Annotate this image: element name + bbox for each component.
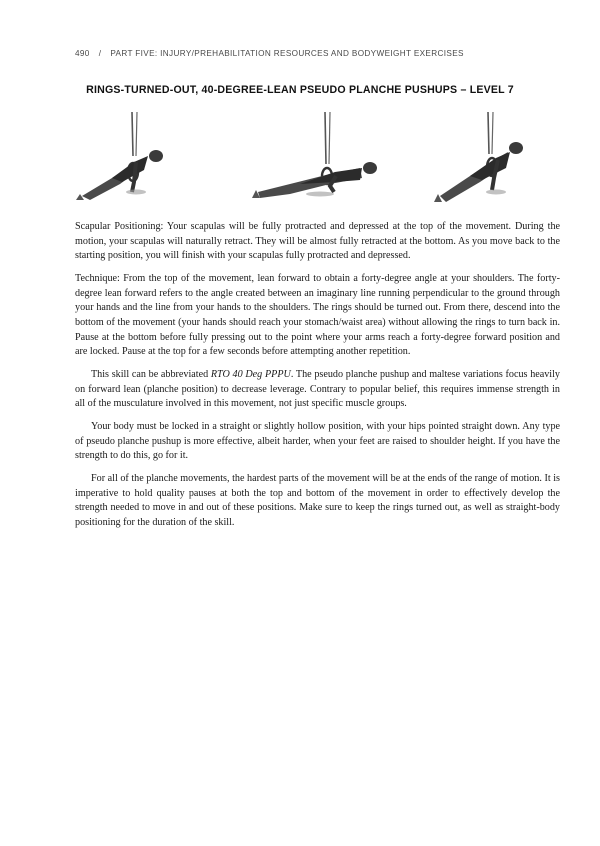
page-number: 490 xyxy=(75,49,90,58)
running-head xyxy=(75,49,464,58)
exercise-photo-strip xyxy=(72,112,562,208)
header-separator: / xyxy=(98,49,102,58)
abbreviation-text-before: This skill can be abbreviated xyxy=(91,368,211,380)
abbreviation-term: RTO 40 Deg PPPU xyxy=(210,368,291,380)
body-text xyxy=(75,220,560,538)
section-title: PART FIVE: INJURY/PREHABILITATION RESOURCES AND BODYWEIGHT EXERCISES xyxy=(110,49,464,58)
abbreviation-text-after: . The pseudo planche pushup and maltese variations focus heavily on forward lean (planche position) to decrease leverage. Contrary to popular belief, this requires immense strength in all of the musculature involved in this movement, not just specific muscle groups. xyxy=(75,368,560,410)
technique-paragraph: Technique: From the top of the movement, lean forward to obtain a forty-degree angle at your shoulders. The forty-degree lean forward refers to the angle created between an imaginary line running perpendicular to the ground through your hands and the line from your hands to the shoulders. The rings should be turned out. From there, descend into the bottom of the movement (your hands should reach your stomach/waist area) without allowing the rings to turn back in. Pause at the bottom before fully pressing out to the point where your arms reach a forty-degree forward position and are locked. Pause at the top for a few seconds before attempting another repetition. xyxy=(75,272,560,358)
exercise-title: RINGS-TURNED-OUT, 40-DEGREE-LEAN PSEUDO PLANCHE PUSHUPS – LEVEL 7 xyxy=(86,84,514,96)
scapular-positioning-paragraph: Scapular Positioning: Your scapulas will be fully protracted and depressed at the top of the movement. During the motion, your scapulas will naturally retract. They will be almost fully retracted at the bottom. As you move back to the starting position, you will finish with your scapulas fully protracted and depressed. xyxy=(75,221,560,262)
return-position-photo xyxy=(412,112,562,208)
top-position-photo xyxy=(72,112,222,208)
body-position-paragraph: Your body must be locked in a straight or slightly hollow position, with your hips pointed straight down. Any type of pseudo planche pushup is more effective, albeit harder, when your feet are raised to shoulder height. If you have the strength to do this, go for it. xyxy=(75,420,560,462)
planche-paragraph: For all of the planche movements, the hardest parts of the movement will be at the ends of the range of motion. It is imperative to hold quality pauses at both the top and bottom of the movement in order to effectively develop the strength needed to move in and out of these positions. Make sure to keep the rings turned out, as well as straight-body positioning for the duration of the skill. xyxy=(75,472,560,528)
abbreviation-paragraph xyxy=(75,368,560,412)
bottom-position-photo xyxy=(250,112,400,208)
